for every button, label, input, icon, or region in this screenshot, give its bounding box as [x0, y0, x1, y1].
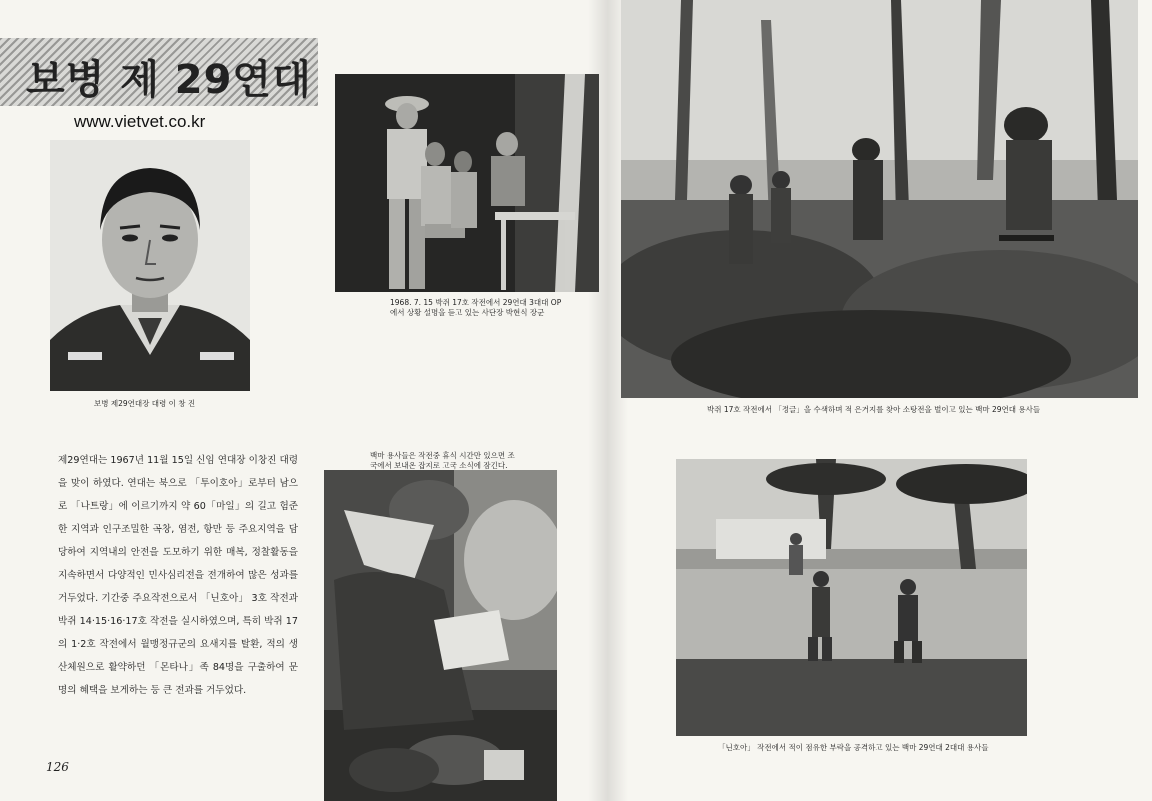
op-caption-line1: 1968. 7. 15 박쥐 17호 작전에서 29연대 3대대 OP — [390, 298, 562, 307]
soldier-caption-line1: 백마 용사들은 작전중 휴식 시간만 있으면 조 — [370, 451, 515, 460]
op-caption-line2: 에서 상황 설명을 듣고 있는 사단장 박현식 장군 — [390, 308, 545, 317]
village-assault-photo — [676, 459, 1027, 736]
article-body: 제29연대는 1967년 11월 15일 신임 연대장 이창진 대령을 맞이 하였다. 연대는 북으로 「투이호아」로부터 남으로 「나트랑」에 이르기까지 약 60「마일」의 길고 험준한 지역과 인구조밀한 곡창, 염전, 항만 등 주요지역을 담당하여 지역내의 안전을 도모하기 위한 매복, 정찰활동을 지속하면서 다양적인 민사심리전을 전개하여 많은 성과를 거두었다. 기간중 주요작전으로서 「닌호아」 3호 작전과 박쥐 14·15·16·17호 작전을 실시하였으며, 특히 박쥐 17의 1·2호 작전에서 월맹정규군의 요새지를 탈환, 적의 생산체원으로 활약하던 「몬타나」족 84명을 구출하여 문명의 혜택을 보게하는 등 큰 전과를 거두었다. — [58, 455, 298, 696]
jungle-caption: 박쥐 17호 작전에서 「정글」을 수색하며 적 은거지를 찾아 소탕전을 벌이고 있는 백마 29연대 용사들 — [707, 405, 1041, 414]
page-number: 126 — [46, 760, 69, 774]
jungle-patrol-photo — [621, 0, 1138, 398]
soldier-reading-photo — [324, 470, 557, 801]
commander-portrait-photo — [50, 140, 250, 391]
op-briefing-photo — [335, 74, 599, 292]
soldier-caption-line2: 국에서 보내온 잡지로 고국 소식에 잠긴다. — [370, 461, 508, 470]
village-caption: 「닌호아」 작전에서 적이 점유한 부락을 공격하고 있는 백마 29연대 2대대 용사들 — [718, 743, 989, 752]
website-watermark: www.vietvet.co.kr — [74, 112, 206, 131]
portrait-caption: 보병 제29연대장 대령 이 창 진 — [94, 399, 196, 408]
page-title: 보병 제 29연대 — [26, 57, 312, 103]
